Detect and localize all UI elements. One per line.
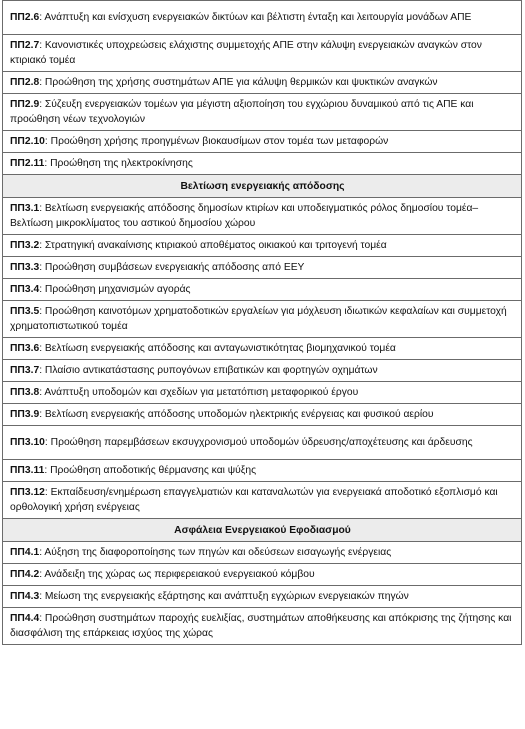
table-row	[3, 257, 522, 279]
measure-cell: ΠΠ3.4: Προώθηση μηχανισμών αγοράς	[3, 279, 522, 301]
measure-description: Ανάπτυξη και ενίσχυση ενεργειακών δικτύων και βέλτιστη ένταξη και λειτουργία μονάδων ΑΠΕ	[44, 12, 472, 23]
measure-cell: ΠΠ2.6: Ανάπτυξη και ενίσχυση ενεργειακών δικτύων και βέλτιστη ένταξη και λειτουργία μονάδων ΑΠΕ	[3, 1, 522, 35]
measure-description: Αύξηση της διαφοροποίησης των πηγών και οδεύσεων εισαγωγής ενέργειας	[44, 547, 392, 558]
measure-code: ΠΠ3.10	[10, 437, 45, 448]
measure-description: Κανονιστικές υποχρεώσεις ελάχιστης συμμετοχής ΑΠΕ στην κάλυψη ενεργειακών αναγκών στον κτιριακό τομέα	[10, 40, 482, 66]
measure-code: ΠΠ3.11	[10, 465, 45, 476]
measure-description: Στρατηγική ανακαίνισης κτιριακού αποθέματος οικιακού και τριτογενή τομέα	[44, 240, 387, 251]
table-row	[3, 153, 522, 175]
table-row	[3, 72, 522, 94]
measure-code: ΠΠ3.9	[10, 409, 40, 420]
measure-description: Ανάπτυξη υποδομών και σχεδίων για μετατόπιση μεταφορικού έργου	[44, 387, 359, 398]
table-row	[3, 482, 522, 519]
measure-code: ΠΠ2.11	[10, 158, 45, 169]
measure-code: ΠΠ4.1	[10, 547, 40, 558]
measure-description: Ανάδειξη της χώρας ως περιφερειακού ενεργειακού κόμβου	[44, 569, 315, 580]
table-row	[3, 360, 522, 382]
measure-description: Προώθηση της χρήσης συστημάτων ΑΠΕ για κάλυψη θερμικών και ψυκτικών αναγκών	[44, 77, 438, 88]
measure-description: Βελτίωση ενεργειακής απόδοσης υποδομών ηλεκτρικής ενέργειας και φυσικού αερίου	[44, 409, 434, 420]
section-heading: Ασφάλεια Ενεργειακού Εφοδιασμού	[3, 519, 522, 542]
table-row	[3, 426, 522, 460]
table-row	[3, 404, 522, 426]
measure-description: Προώθηση καινοτόμων χρηματοδοτικών εργαλείων για μόχλευση ιδιωτικών κεφαλαίων και συμμετοχή χρηματοπιστωτικού τομέα	[10, 306, 507, 332]
table-row	[3, 608, 522, 645]
table-row	[3, 279, 522, 301]
measure-code: ΠΠ4.4	[10, 613, 40, 624]
measure-cell: ΠΠ3.8: Ανάπτυξη υποδομών και σχεδίων για μετατόπιση μεταφορικού έργου	[3, 382, 522, 404]
measure-cell: ΠΠ3.11: Προώθηση αποδοτικής θέρμανσης και ψύξης	[3, 460, 522, 482]
table-row	[3, 382, 522, 404]
measure-cell: ΠΠ2.10: Προώθηση χρήσης προηγμένων βιοκαυσίμων στον τομέα των μεταφορών	[3, 131, 522, 153]
table-row	[3, 586, 522, 608]
measure-description: Προώθηση συστημάτων παροχής ευελιξίας, συστημάτων αποθήκευσης και απόκρισης της ζήτησης και διασφάλιση της επάρκειας ισχύος της χώρας	[10, 613, 512, 639]
table-row	[3, 564, 522, 586]
measure-cell: ΠΠ3.3: Προώθηση συμβάσεων ενεργειακής απόδοσης από ΕΕΥ	[3, 257, 522, 279]
measure-cell: ΠΠ3.5: Προώθηση καινοτόμων χρηματοδοτικών εργαλείων για μόχλευση ιδιωτικών κεφαλαίων και συμμετοχή χρηματοπιστωτικού τομέα	[3, 301, 522, 338]
measure-description: Βελτίωση ενεργειακής απόδοσης δημοσίων κτιρίων και υποδειγματικός ρόλος δημοσίου τομέα– Βελτίωση μικροκλίματος του αστικού δημοσίου χώρου	[10, 203, 479, 229]
measure-description: Εκπαίδευση/ενημέρωση επαγγελματιών και καταναλωτών για ενεργειακά αποδοτικό εξοπλισμό και ορθολογική χρήση ενέργειας	[10, 487, 498, 513]
measure-cell: ΠΠ3.12: Εκπαίδευση/ενημέρωση επαγγελματιών και καταναλωτών για ενεργειακά αποδοτικό εξοπλισμό και ορθολογική χρήση ενέργειας	[3, 482, 522, 519]
table-row	[3, 94, 522, 131]
table-row	[3, 198, 522, 235]
table-row	[3, 542, 522, 564]
measure-description: Προώθηση παρεμβάσεων εκσυγχρονισμού υποδομών ύδρευσης/αποχέτευσης και άρδευσης	[50, 437, 473, 448]
table-row	[3, 131, 522, 153]
table-row	[3, 1, 522, 35]
table-row	[3, 460, 522, 482]
table-body	[3, 1, 522, 645]
measure-cell: ΠΠ2.9: Σύζευξη ενεργειακών τομέων για μέγιστη αξιοποίηση του εγχώριου δυναμικού από τις ΑΠΕ και προώθηση νέων τεχνολογιών	[3, 94, 522, 131]
measure-code: ΠΠ3.7	[10, 365, 40, 376]
measure-cell: ΠΠ3.10: Προώθηση παρεμβάσεων εκσυγχρονισμού υποδομών ύδρευσης/αποχέτευσης και άρδευσης	[3, 426, 522, 460]
measure-cell: ΠΠ2.7: Κανονιστικές υποχρεώσεις ελάχιστης συμμετοχής ΑΠΕ στην κάλυψη ενεργειακών αναγκών στον κτιριακό τομέα	[3, 35, 522, 72]
measure-cell: ΠΠ2.8: Προώθηση της χρήσης συστημάτων ΑΠΕ για κάλυψη θερμικών και ψυκτικών αναγκών	[3, 72, 522, 94]
measure-cell: ΠΠ4.3: Μείωση της ενεργειακής εξάρτησης και ανάπτυξη εγχώριων ενεργειακών πηγών	[3, 586, 522, 608]
measure-cell: ΠΠ4.1: Αύξηση της διαφοροποίησης των πηγών και οδεύσεων εισαγωγής ενέργειας	[3, 542, 522, 564]
policy-measures-table	[2, 0, 522, 645]
measure-cell: ΠΠ3.6: Βελτίωση ενεργειακής απόδοσης και ανταγωνιστικότητας βιομηχανικού τομέα	[3, 338, 522, 360]
measure-cell: ΠΠ4.4: Προώθηση συστημάτων παροχής ευελιξίας, συστημάτων αποθήκευσης και απόκρισης της ζήτησης και διασφάλιση της επάρκειας ισχύος της χώρας	[3, 608, 522, 645]
measure-code: ΠΠ2.6	[10, 12, 40, 23]
measure-cell: ΠΠ3.2: Στρατηγική ανακαίνισης κτιριακού αποθέματος οικιακού και τριτογενή τομέα	[3, 235, 522, 257]
section-header-row	[3, 519, 522, 542]
measure-code: ΠΠ2.8	[10, 77, 40, 88]
measure-description: Βελτίωση ενεργειακής απόδοσης και ανταγωνιστικότητας βιομηχανικού τομέα	[44, 343, 396, 354]
measure-description: Προώθηση αποδοτικής θέρμανσης και ψύξης	[50, 465, 257, 476]
measure-code: ΠΠ2.9	[10, 99, 40, 110]
measure-cell: ΠΠ4.2: Ανάδειξη της χώρας ως περιφερειακού ενεργειακού κόμβου	[3, 564, 522, 586]
measure-description: Σύζευξη ενεργειακών τομέων για μέγιστη αξιοποίηση του εγχώριου δυναμικού από τις ΑΠΕ και προώθηση νέων τεχνολογιών	[10, 99, 474, 125]
measure-description: Προώθηση συμβάσεων ενεργειακής απόδοσης από ΕΕΥ	[44, 262, 305, 273]
measure-code: ΠΠ3.6	[10, 343, 40, 354]
measure-description: Προώθηση μηχανισμών αγοράς	[44, 284, 191, 295]
measure-cell: ΠΠ3.9: Βελτίωση ενεργειακής απόδοσης υποδομών ηλεκτρικής ενέργειας και φυσικού αερίου	[3, 404, 522, 426]
measure-code: ΠΠ3.5	[10, 306, 40, 317]
measure-cell: ΠΠ3.7: Πλαίσιο αντικατάστασης ρυπογόνων επιβατικών και φορτηγών οχημάτων	[3, 360, 522, 382]
measure-cell: ΠΠ2.11: Προώθηση της ηλεκτροκίνησης	[3, 153, 522, 175]
measure-code: ΠΠ3.3	[10, 262, 40, 273]
table-row	[3, 35, 522, 72]
section-header-row	[3, 175, 522, 198]
measure-description: Προώθηση χρήσης προηγμένων βιοκαυσίμων στον τομέα των μεταφορών	[50, 136, 389, 147]
measure-cell: ΠΠ3.1: Βελτίωση ενεργειακής απόδοσης δημοσίων κτιρίων και υποδειγματικός ρόλος δημοσίου τομέα– Βελτίωση μικροκλίματος του αστικού δημοσίου χώρου	[3, 198, 522, 235]
measure-code: ΠΠ3.2	[10, 240, 40, 251]
table-row	[3, 301, 522, 338]
measure-description: Πλαίσιο αντικατάστασης ρυπογόνων επιβατικών και φορτηγών οχημάτων	[44, 365, 378, 376]
table-row	[3, 338, 522, 360]
measure-code: ΠΠ3.1	[10, 203, 40, 214]
measure-code: ΠΠ2.7	[10, 40, 40, 51]
measure-code: ΠΠ3.8	[10, 387, 40, 398]
measure-description: Προώθηση της ηλεκτροκίνησης	[50, 158, 193, 169]
measure-description: Μείωση της ενεργειακής εξάρτησης και ανάπτυξη εγχώριων ενεργειακών πηγών	[44, 591, 409, 602]
measure-code: ΠΠ4.2	[10, 569, 40, 580]
measure-code: ΠΠ3.4	[10, 284, 40, 295]
measure-code: ΠΠ3.12	[10, 487, 45, 498]
section-heading: Βελτίωση ενεργειακής απόδοσης	[3, 175, 522, 198]
measure-code: ΠΠ2.10	[10, 136, 45, 147]
table-row	[3, 235, 522, 257]
measure-code: ΠΠ4.3	[10, 591, 40, 602]
